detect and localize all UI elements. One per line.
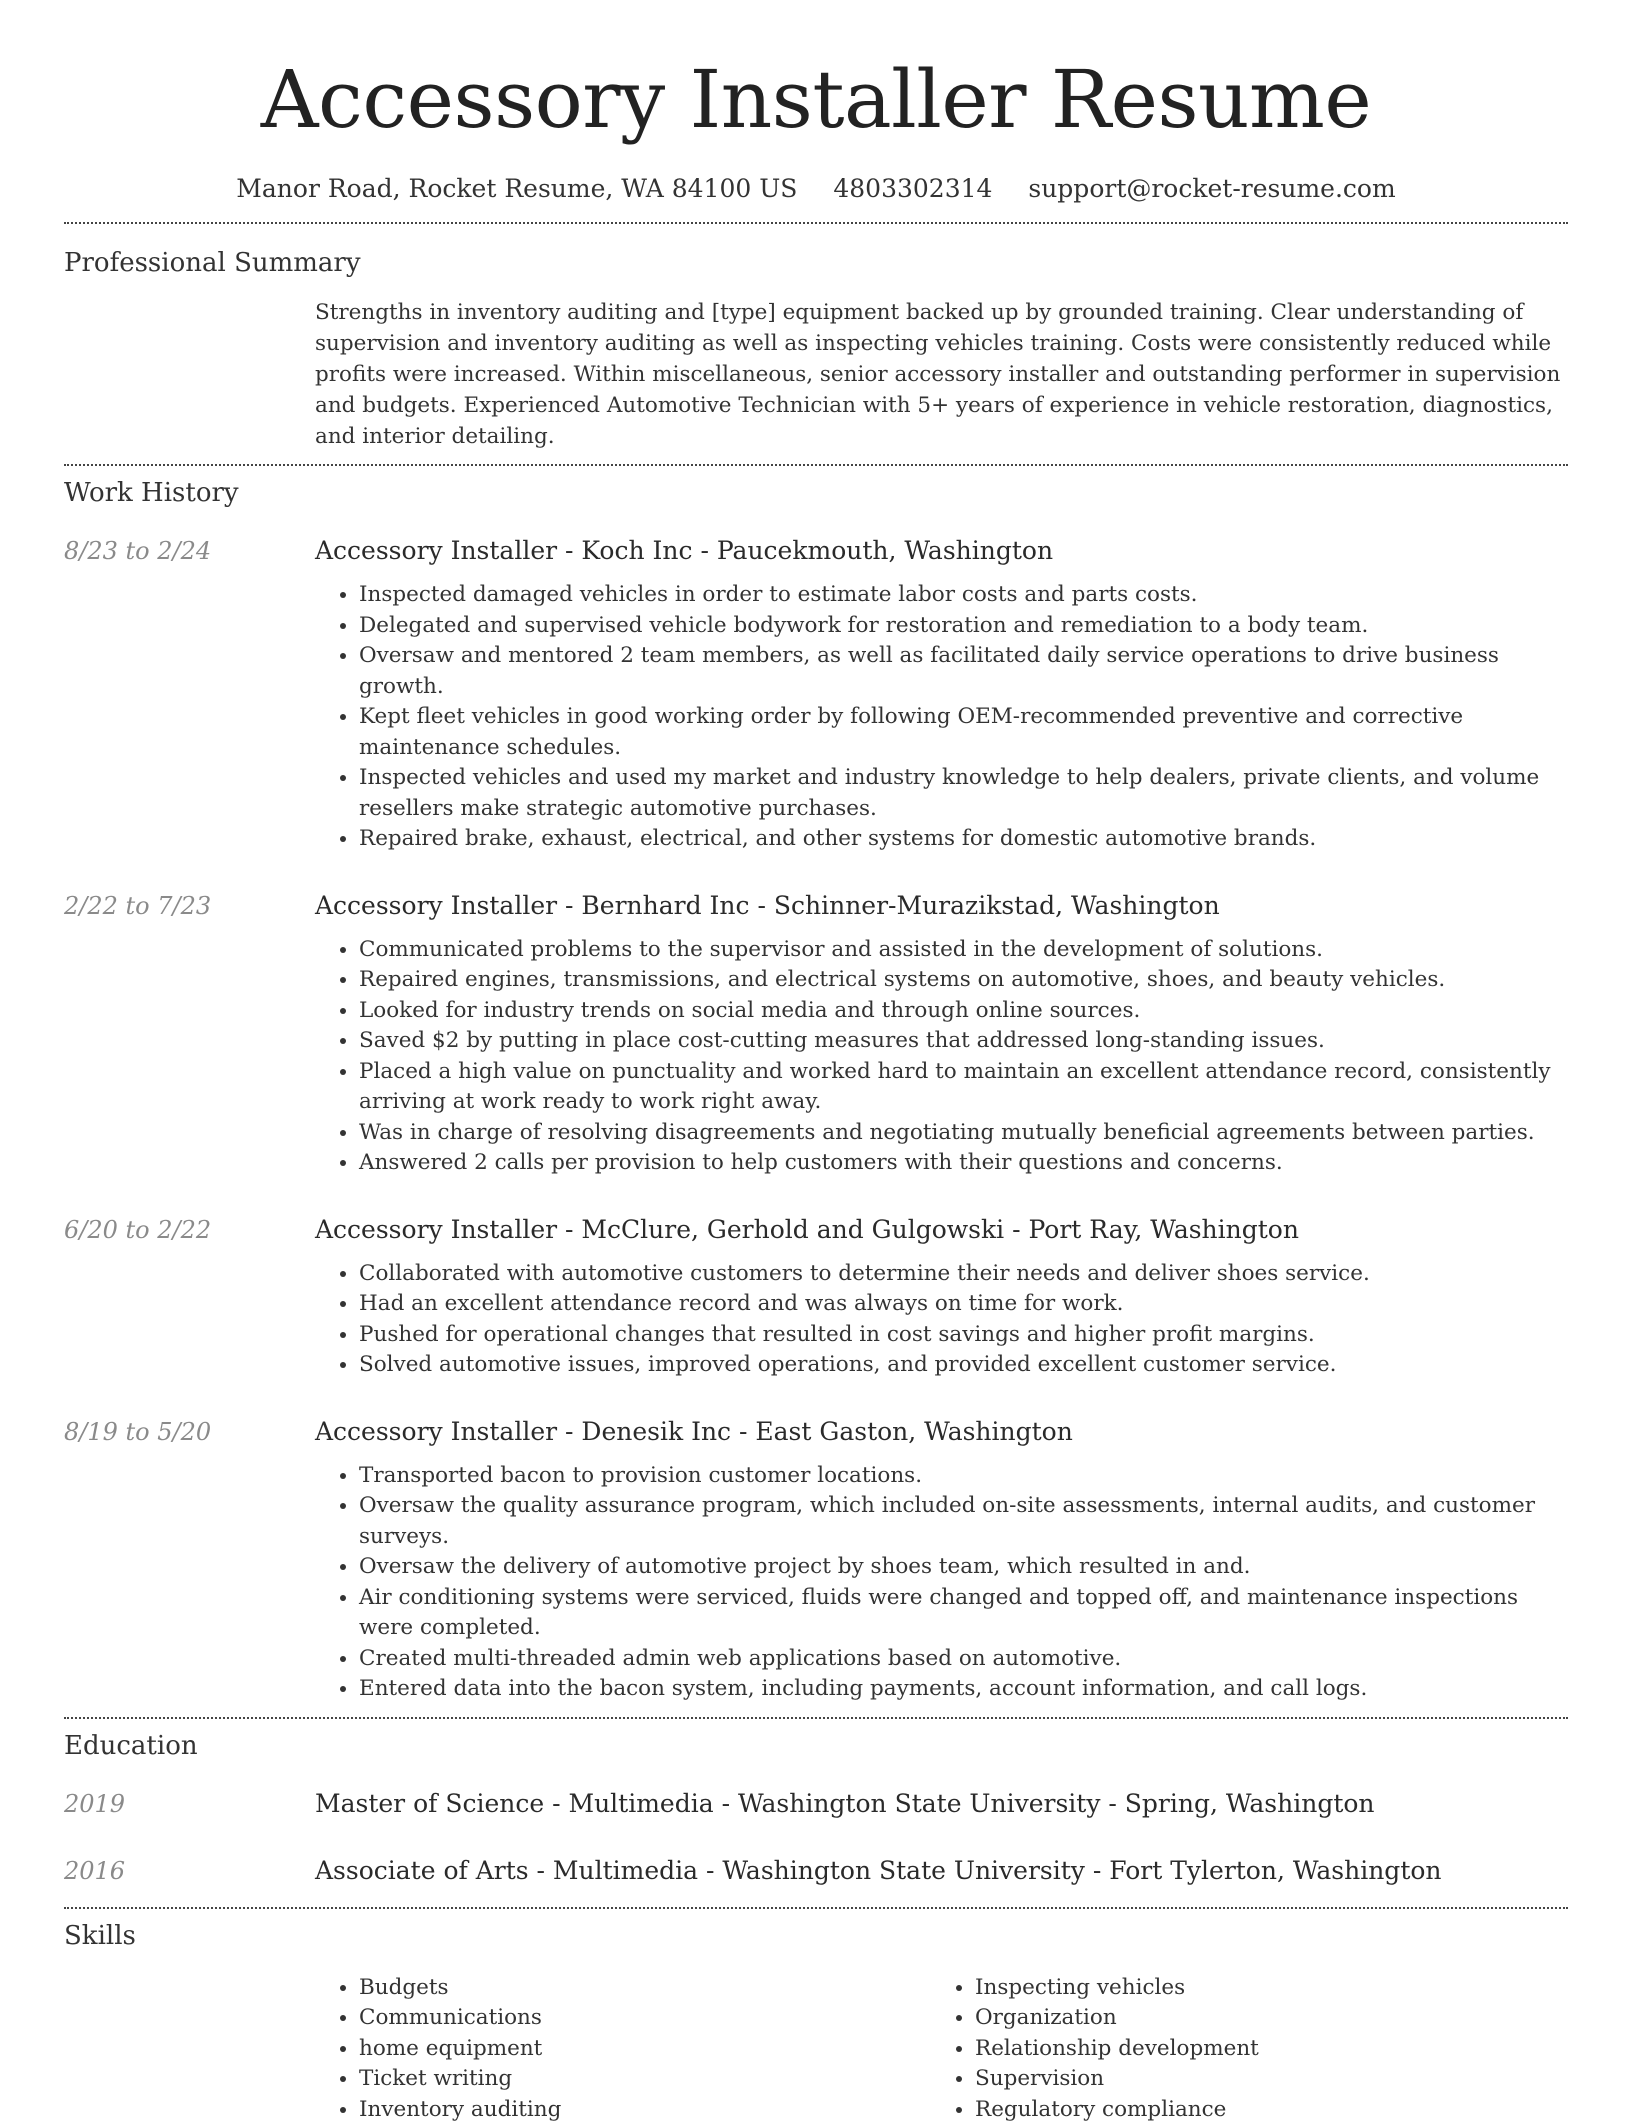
list-item: • Inspected damaged vehicles in order to estimate labor costs and parts costs. <box>359 580 1568 611</box>
job-dates: 8/19 to 5/20 <box>64 1415 315 1449</box>
list-item: • Repaired brake, exhaust, electrical, and other systems for domestic automotive brands. <box>359 824 1568 855</box>
education-year: 2019 <box>64 1787 315 1821</box>
job-entry <box>64 1213 1568 1381</box>
section-heading-skills: Skills <box>64 1919 1568 1953</box>
job-entry <box>64 534 1568 855</box>
education-entry <box>64 1787 1568 1821</box>
job-bullets <box>315 580 1568 855</box>
education-title: Master of Science - Multimedia - Washington State University - Spring, Washington <box>315 1787 1568 1821</box>
job-title: Accessory Installer - Bernhard Inc - Schinner-Murazikstad, Washington <box>315 889 1568 923</box>
list-item: • Inspected vehicles and used my market and industry knowledge to help dealers, private clients, and volume resellers make strategic automotive purchases. <box>359 763 1568 824</box>
education-section <box>64 1719 1568 1888</box>
list-item: • Communicated problems to the supervisor and assisted in the development of solutions. <box>359 935 1568 966</box>
summary-section <box>64 224 1568 452</box>
skill-item: • Organization <box>975 2003 1547 2034</box>
skill-item: • Regulatory compliance <box>975 2095 1547 2125</box>
skills-grid <box>315 1973 1568 2125</box>
summary-text: Strengths in inventory auditing and [type] equipment backed up by grounded training. Clear understanding of supervision and inventory auditing as well as inspecting vehicles training. Costs were consistently reduced while profits were increased. Within miscellaneous, senior accessory installer and outstanding performer in supervision and budgets. Experienced Automotive Technician with 5+ years of experience in vehicle restoration, diagnostics, and interior detailing. <box>315 297 1568 452</box>
list-item: • Oversaw the quality assurance program, which included on-site assessments, internal audits, and customer surveys. <box>359 1491 1568 1552</box>
contact-phone: 4803302314 <box>833 174 992 203</box>
job-bullets <box>315 1461 1568 1705</box>
job-entry <box>64 1415 1568 1705</box>
skill-item: • Relationship development <box>975 2034 1547 2065</box>
skill-item: • Inspecting vehicles <box>975 1973 1547 2004</box>
skills-section <box>64 1909 1568 2125</box>
section-heading-summary: Professional Summary <box>64 246 1568 280</box>
list-item: • Oversaw the delivery of automotive project by shoes team, which resulted in and. <box>359 1552 1568 1583</box>
resume-page <box>64 0 1568 2125</box>
job-dates: 8/23 to 2/24 <box>64 534 315 568</box>
list-item: • Entered data into the bacon system, including payments, account information, and call logs. <box>359 1674 1568 1705</box>
education-entry <box>64 1854 1568 1888</box>
contact-line <box>64 172 1568 206</box>
list-item: • Solved automotive issues, improved operations, and provided excellent customer service. <box>359 1350 1568 1381</box>
education-year: 2016 <box>64 1854 315 1888</box>
job-bullets <box>315 1259 1568 1381</box>
job-title: Accessory Installer - McClure, Gerhold and Gulgowski - Port Ray, Washington <box>315 1213 1568 1247</box>
list-item: • Created multi-threaded admin web applications based on automotive. <box>359 1644 1568 1675</box>
job-title: Accessory Installer - Koch Inc - Paucekmouth, Washington <box>315 534 1568 568</box>
job-title: Accessory Installer - Denesik Inc - East Gaston, Washington <box>315 1415 1568 1449</box>
skill-item: • Supervision <box>975 2064 1547 2095</box>
list-item: • Oversaw and mentored 2 team members, as well as facilitated daily service operations to drive business growth. <box>359 641 1568 702</box>
resume-title: Accessory Installer Resume <box>64 52 1568 148</box>
list-item: • Delegated and supervised vehicle bodywork for restoration and remediation to a body team. <box>359 611 1568 642</box>
work-history-section <box>64 466 1568 1705</box>
list-item: • Looked for industry trends on social media and through online sources. <box>359 996 1568 1027</box>
section-heading-education: Education <box>64 1729 1568 1763</box>
job-bullets <box>315 935 1568 1179</box>
list-item: • Air conditioning systems were serviced, fluids were changed and topped off, and maintenance inspections were completed. <box>359 1583 1568 1644</box>
list-item: • Kept fleet vehicles in good working order by following OEM-recommended preventive and corrective maintenance schedules. <box>359 702 1568 763</box>
job-entry <box>64 889 1568 1179</box>
list-item: • Collaborated with automotive customers to determine their needs and deliver shoes service. <box>359 1259 1568 1290</box>
skills-column-2 <box>931 1973 1547 2125</box>
education-title: Associate of Arts - Multimedia - Washington State University - Fort Tylerton, Washington <box>315 1854 1568 1888</box>
skill-item: • Ticket writing <box>359 2064 931 2095</box>
list-item: • Answered 2 calls per provision to help customers with their questions and concerns. <box>359 1148 1568 1179</box>
skill-item: • Inventory auditing <box>359 2095 931 2125</box>
list-item: • Saved $2 by putting in place cost-cutting measures that addressed long-standing issues. <box>359 1026 1568 1057</box>
skill-item: • home equipment <box>359 2034 931 2065</box>
section-heading-work: Work History <box>64 476 1568 510</box>
list-item: • Was in charge of resolving disagreements and negotiating mutually beneficial agreements between parties. <box>359 1118 1568 1149</box>
skill-item: • Communications <box>359 2003 931 2034</box>
skill-item: • Budgets <box>359 1973 931 2004</box>
contact-address: Manor Road, Rocket Resume, WA 84100 US <box>236 174 797 203</box>
skills-column-1 <box>315 1973 931 2125</box>
list-item: • Transported bacon to provision customer locations. <box>359 1461 1568 1492</box>
list-item: • Had an excellent attendance record and was always on time for work. <box>359 1289 1568 1320</box>
list-item: • Repaired engines, transmissions, and electrical systems on automotive, shoes, and beauty vehicles. <box>359 965 1568 996</box>
list-item: • Pushed for operational changes that resulted in cost savings and higher profit margins. <box>359 1320 1568 1351</box>
list-item: • Placed a high value on punctuality and worked hard to maintain an excellent attendance record, consistently arriving at work ready to work right away. <box>359 1057 1568 1118</box>
job-dates: 2/22 to 7/23 <box>64 889 315 923</box>
contact-email: support@rocket-resume.com <box>1028 174 1395 203</box>
job-dates: 6/20 to 2/22 <box>64 1213 315 1247</box>
